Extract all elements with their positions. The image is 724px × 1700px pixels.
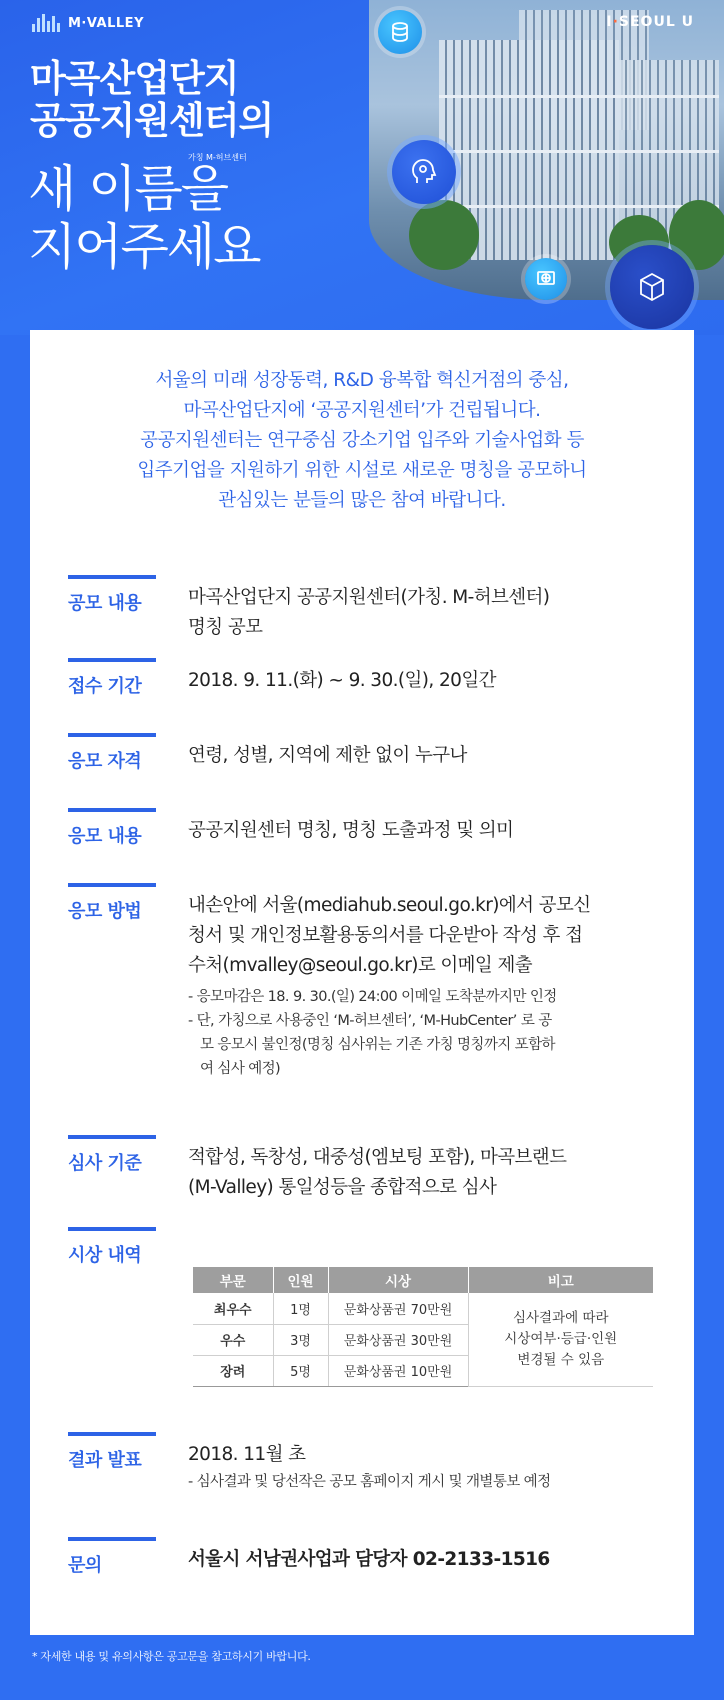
column-header: 부문 xyxy=(193,1267,273,1293)
section-line: 연령, 성별, 지역에 제한 없이 누구나 xyxy=(188,745,467,766)
mvalley-logo-mark-icon xyxy=(32,14,60,32)
content-card xyxy=(30,330,694,1635)
page-title xyxy=(30,58,273,142)
section-body xyxy=(188,583,673,643)
section-notes xyxy=(188,985,673,1081)
mvalley-logo xyxy=(32,14,144,32)
section-label: 접수 기간 xyxy=(68,658,156,698)
section-label: 심사 기준 xyxy=(68,1135,156,1175)
prize-cell: 문화상품권 30만원 xyxy=(328,1324,468,1355)
table-header-row xyxy=(193,1267,653,1293)
section-body xyxy=(188,891,673,1081)
table-row xyxy=(193,1293,653,1324)
headline-line: 새 이름을 xyxy=(28,160,228,218)
contact-line: 서울시 서남권사업과 담당자 02-2133-1516 xyxy=(188,1549,550,1570)
head-location-icon xyxy=(392,140,456,204)
mvalley-logo-text: M·VALLEY xyxy=(68,15,144,31)
section-label: 응모 방법 xyxy=(68,883,156,923)
section-body xyxy=(188,1545,673,1575)
headline xyxy=(28,160,260,276)
category-cell: 장려 xyxy=(193,1355,273,1386)
section-body xyxy=(188,816,673,846)
category-cell: 최우수 xyxy=(193,1293,273,1324)
section-label: 응모 내용 xyxy=(68,808,156,848)
intro-line: 공공지원센터는 연구중심 강소기업 입주와 기술사업화 등 xyxy=(140,430,584,451)
section-label: 시상 내역 xyxy=(68,1227,156,1267)
note-line: - 응모마감은 18. 9. 30.(일) 24:00 이메일 도착분까지만 인정 xyxy=(188,989,557,1005)
section-line: 공공지원센터 명칭, 명칭 도출과정 및 의미 xyxy=(188,820,514,841)
headline-line: 지어주세요 xyxy=(28,218,260,276)
iseoulu-logo xyxy=(606,14,694,30)
footnote: * 자세한 내용 및 유의사항은 공고문을 참고하시기 바랍니다. xyxy=(32,1650,311,1663)
column-header: 비고 xyxy=(468,1267,653,1293)
section-label: 문의 xyxy=(68,1537,156,1577)
count-cell: 5명 xyxy=(273,1355,328,1386)
section-line: 마곡산업단지 공공지원센터(가칭. M-허브센터) xyxy=(188,587,550,608)
remark-line: 시상여부·등급·인원 xyxy=(504,1330,618,1347)
prize-cell: 문화상품권 70만원 xyxy=(328,1293,468,1324)
section-body xyxy=(188,1440,673,1494)
section-line: 명칭 공모 xyxy=(188,617,263,638)
intro-line: 마곡산업단지에 ‘공공지원센터’가 건립됩니다. xyxy=(183,400,541,421)
note-line: - 심사결과 및 당선작은 공모 홈페이지 게시 및 개별통보 예정 xyxy=(188,1474,551,1490)
intro-line: 관심있는 분들의 많은 참여 바랍니다. xyxy=(218,490,506,511)
section-label: 공모 내용 xyxy=(68,575,156,615)
intro-text xyxy=(30,366,694,516)
remark-cell xyxy=(468,1293,653,1386)
section-line: 적합성, 독창성, 대중성(엠보팅 포함), 마곡브랜드 xyxy=(188,1147,567,1168)
count-cell: 3명 xyxy=(273,1324,328,1355)
column-header: 시상 xyxy=(328,1267,468,1293)
header-banner xyxy=(0,0,724,335)
prize-cell: 문화상품권 10만원 xyxy=(328,1355,468,1386)
title-line: 공공지원센터의 xyxy=(30,99,274,142)
section-body xyxy=(188,1143,673,1203)
count-cell: 1명 xyxy=(273,1293,328,1324)
section-line: 내손안에 서울(mediahub.seoul.go.kr)에서 공모신 xyxy=(188,895,591,916)
iseoulu-logo-text: I·SEOUL U xyxy=(606,14,694,30)
section-label: 응모 자격 xyxy=(68,733,156,773)
section-line: 청서 및 개인정보활용동의서를 다운받아 작성 후 접 xyxy=(188,925,583,946)
cube-icon xyxy=(610,245,694,329)
section-line: 2018. 9. 11.(화) ~ 9. 30.(일), 20일간 xyxy=(188,670,496,691)
column-header: 인원 xyxy=(273,1267,328,1293)
remark-line: 심사결과에 따라 xyxy=(512,1309,609,1326)
prize-table xyxy=(193,1267,653,1387)
section-line: 2018. 11월 초 xyxy=(188,1444,306,1465)
section-line: 수처(mvalley@seoul.go.kr)로 이메일 제출 xyxy=(188,955,533,976)
section-body xyxy=(188,666,673,696)
section-body xyxy=(188,741,673,771)
title-line: 마곡산업단지 xyxy=(30,57,239,100)
remark-line: 변경될 수 있음 xyxy=(517,1351,605,1368)
note-line: 모 응모시 불인정(명칭 심사위는 기존 가칭 명칭까지 포함하 xyxy=(200,1037,555,1053)
note-line: 여 심사 예정) xyxy=(200,1061,281,1077)
intro-line: 서울의 미래 성장동력, R&D 융복합 혁신거점의 중심, xyxy=(155,370,569,391)
category-cell: 우수 xyxy=(193,1324,273,1355)
note-line: - 단, 가칭으로 사용중인 ‘M-허브센터’, ‘M-HubCenter’ 로 공 xyxy=(188,1013,552,1029)
globe-window-icon xyxy=(525,258,567,300)
section-notes xyxy=(188,1470,673,1494)
intro-line: 입주기업을 지원하기 위한 시설로 새로운 명칭을 공모하니 xyxy=(137,460,587,481)
section-line: (M-Valley) 통일성등을 종합적으로 심사 xyxy=(188,1177,497,1198)
tentative-name-tag: 가칭 M-허브센터 xyxy=(188,153,247,162)
database-icon xyxy=(378,10,422,54)
section-label: 결과 발표 xyxy=(68,1432,156,1472)
